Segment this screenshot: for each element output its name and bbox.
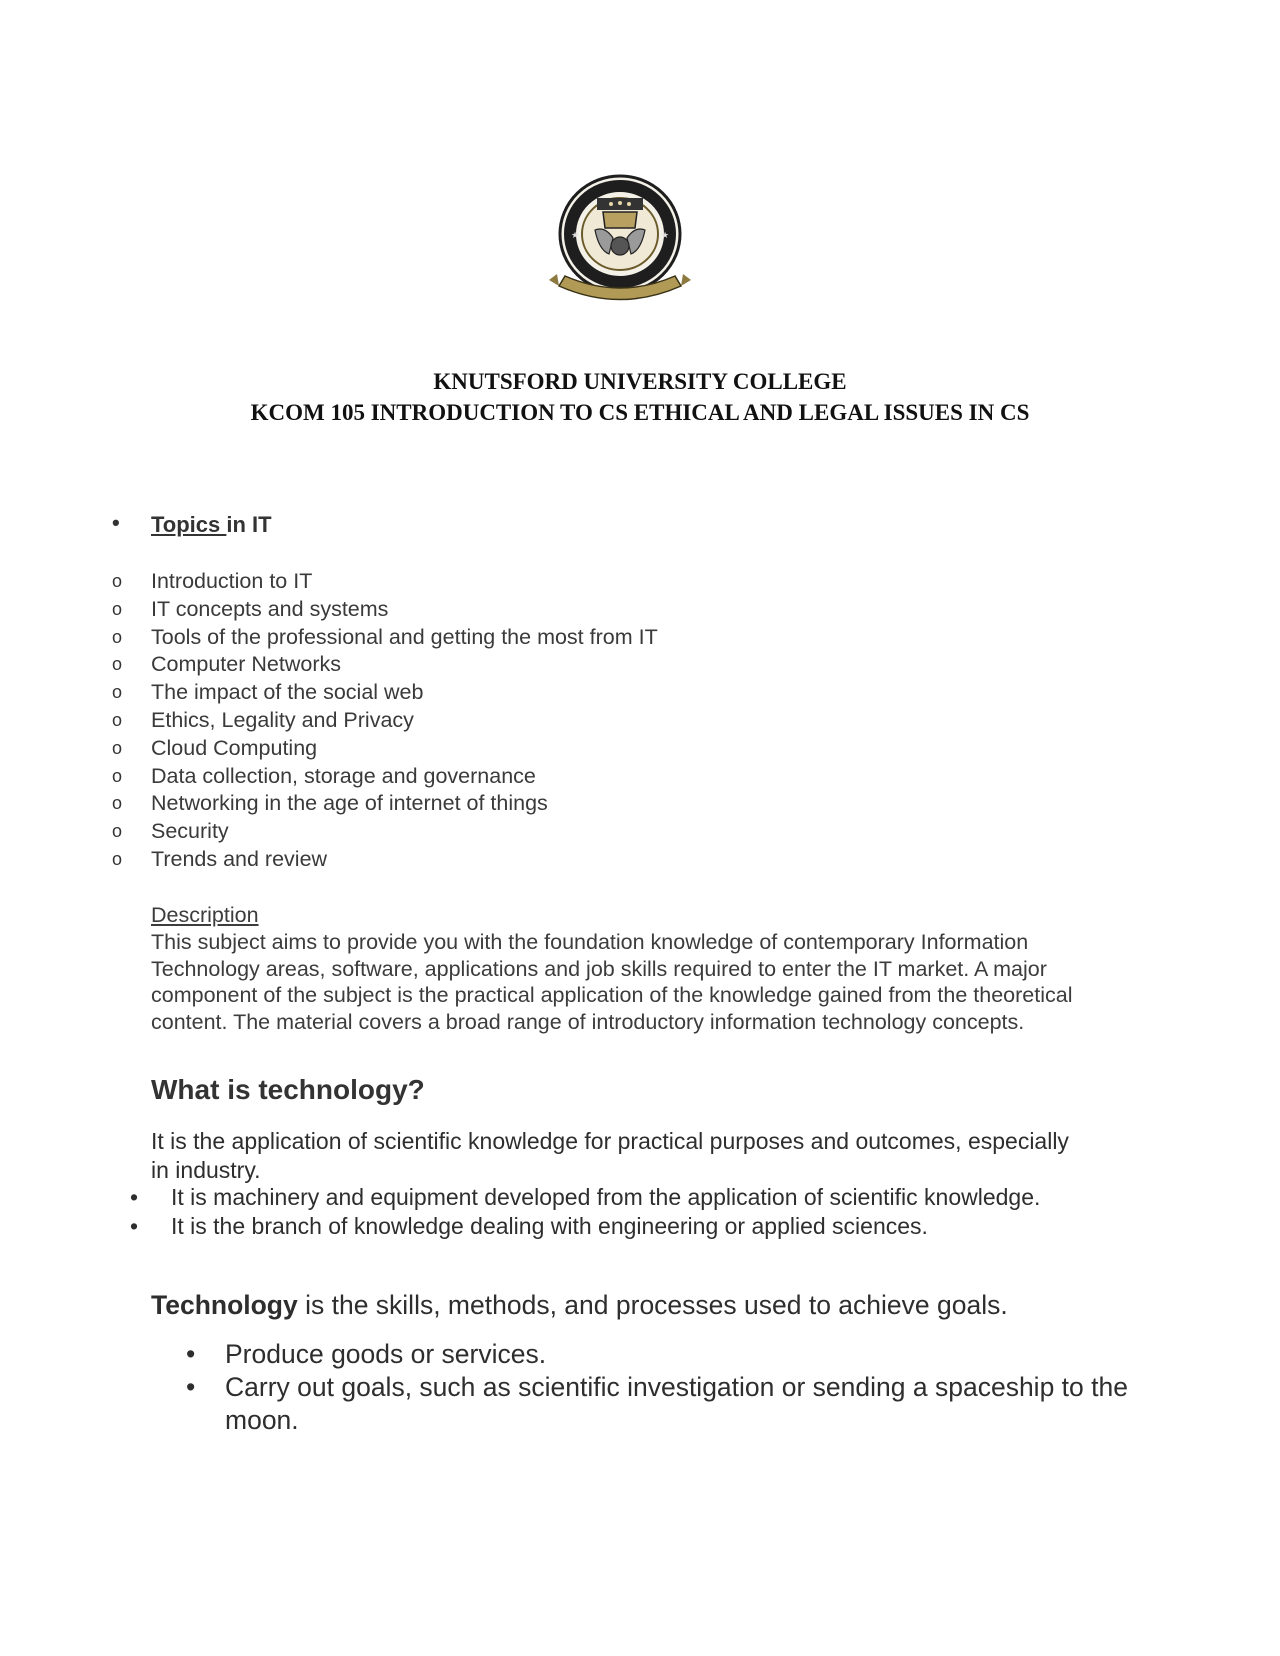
description-heading: Description bbox=[151, 903, 259, 927]
list-item: • Produce goods or services. bbox=[186, 1339, 547, 1369]
college-name: KNUTSFORD UNIVERSITY COLLEGE bbox=[433, 369, 847, 394]
sub-bullet-icon: o bbox=[112, 821, 123, 842]
document-title bbox=[0, 366, 1280, 428]
sub-bullet-icon: o bbox=[112, 848, 123, 869]
svg-text:★: ★ bbox=[571, 231, 580, 241]
technology-bullets bbox=[186, 1338, 1136, 1437]
sub-bullet-icon: o bbox=[112, 626, 123, 647]
technology-term: Technology bbox=[151, 1290, 298, 1320]
bullet-icon: • bbox=[130, 1184, 139, 1210]
course-title: KCOM 105 INTRODUCTION TO CS ETHICAL AND LEGAL ISSUES IN CS bbox=[250, 400, 1030, 425]
sub-bullet-icon: o bbox=[112, 737, 123, 758]
sub-bullet-icon: o bbox=[112, 682, 123, 703]
sub-bullet-icon: o bbox=[112, 571, 123, 591]
bullet-icon: • bbox=[130, 1213, 139, 1239]
bullet-icon: • bbox=[186, 1339, 196, 1369]
sub-bullet-icon: o bbox=[112, 765, 123, 786]
sub-bullet-icon: o bbox=[112, 793, 123, 814]
college-logo bbox=[545, 168, 695, 318]
sub-bullet-icon: o bbox=[112, 709, 123, 730]
bullet-icon: • bbox=[112, 510, 120, 535]
sub-bullet-icon: o bbox=[112, 598, 123, 619]
list-item: • Carry out goals, such as scientific investigation or sending a spaceship to the moon. bbox=[186, 1372, 1128, 1435]
technology-definition bbox=[151, 1290, 1008, 1321]
svg-text:★: ★ bbox=[661, 231, 670, 241]
bullet-icon: • bbox=[186, 1372, 196, 1402]
description-body: This subject aims to provide you with the foundation knowledge of contemporary Information Technology areas, software, applications and job skills required to enter the IT market. A major component of the subject is the practical application of the knowledge gained from the theoretical content. The material covers a broad range of introductory information technology concepts. bbox=[151, 929, 1073, 1035]
what-is-paragraph: It is the application of scientific knowledge for practical purposes and outcomes, especially in industry. bbox=[151, 1128, 1069, 1183]
what-is-technology-heading: What is technology? bbox=[151, 1074, 425, 1105]
topics-heading-rest: in IT bbox=[226, 512, 272, 537]
crest-icon bbox=[545, 168, 695, 318]
topics-heading-underlined: Topics bbox=[151, 512, 227, 537]
description-section bbox=[151, 902, 1131, 1036]
technology-definition-text: is the skills, methods, and processes used to achieve goals. bbox=[297, 1290, 1008, 1320]
sub-bullet-icon: o bbox=[112, 654, 123, 675]
